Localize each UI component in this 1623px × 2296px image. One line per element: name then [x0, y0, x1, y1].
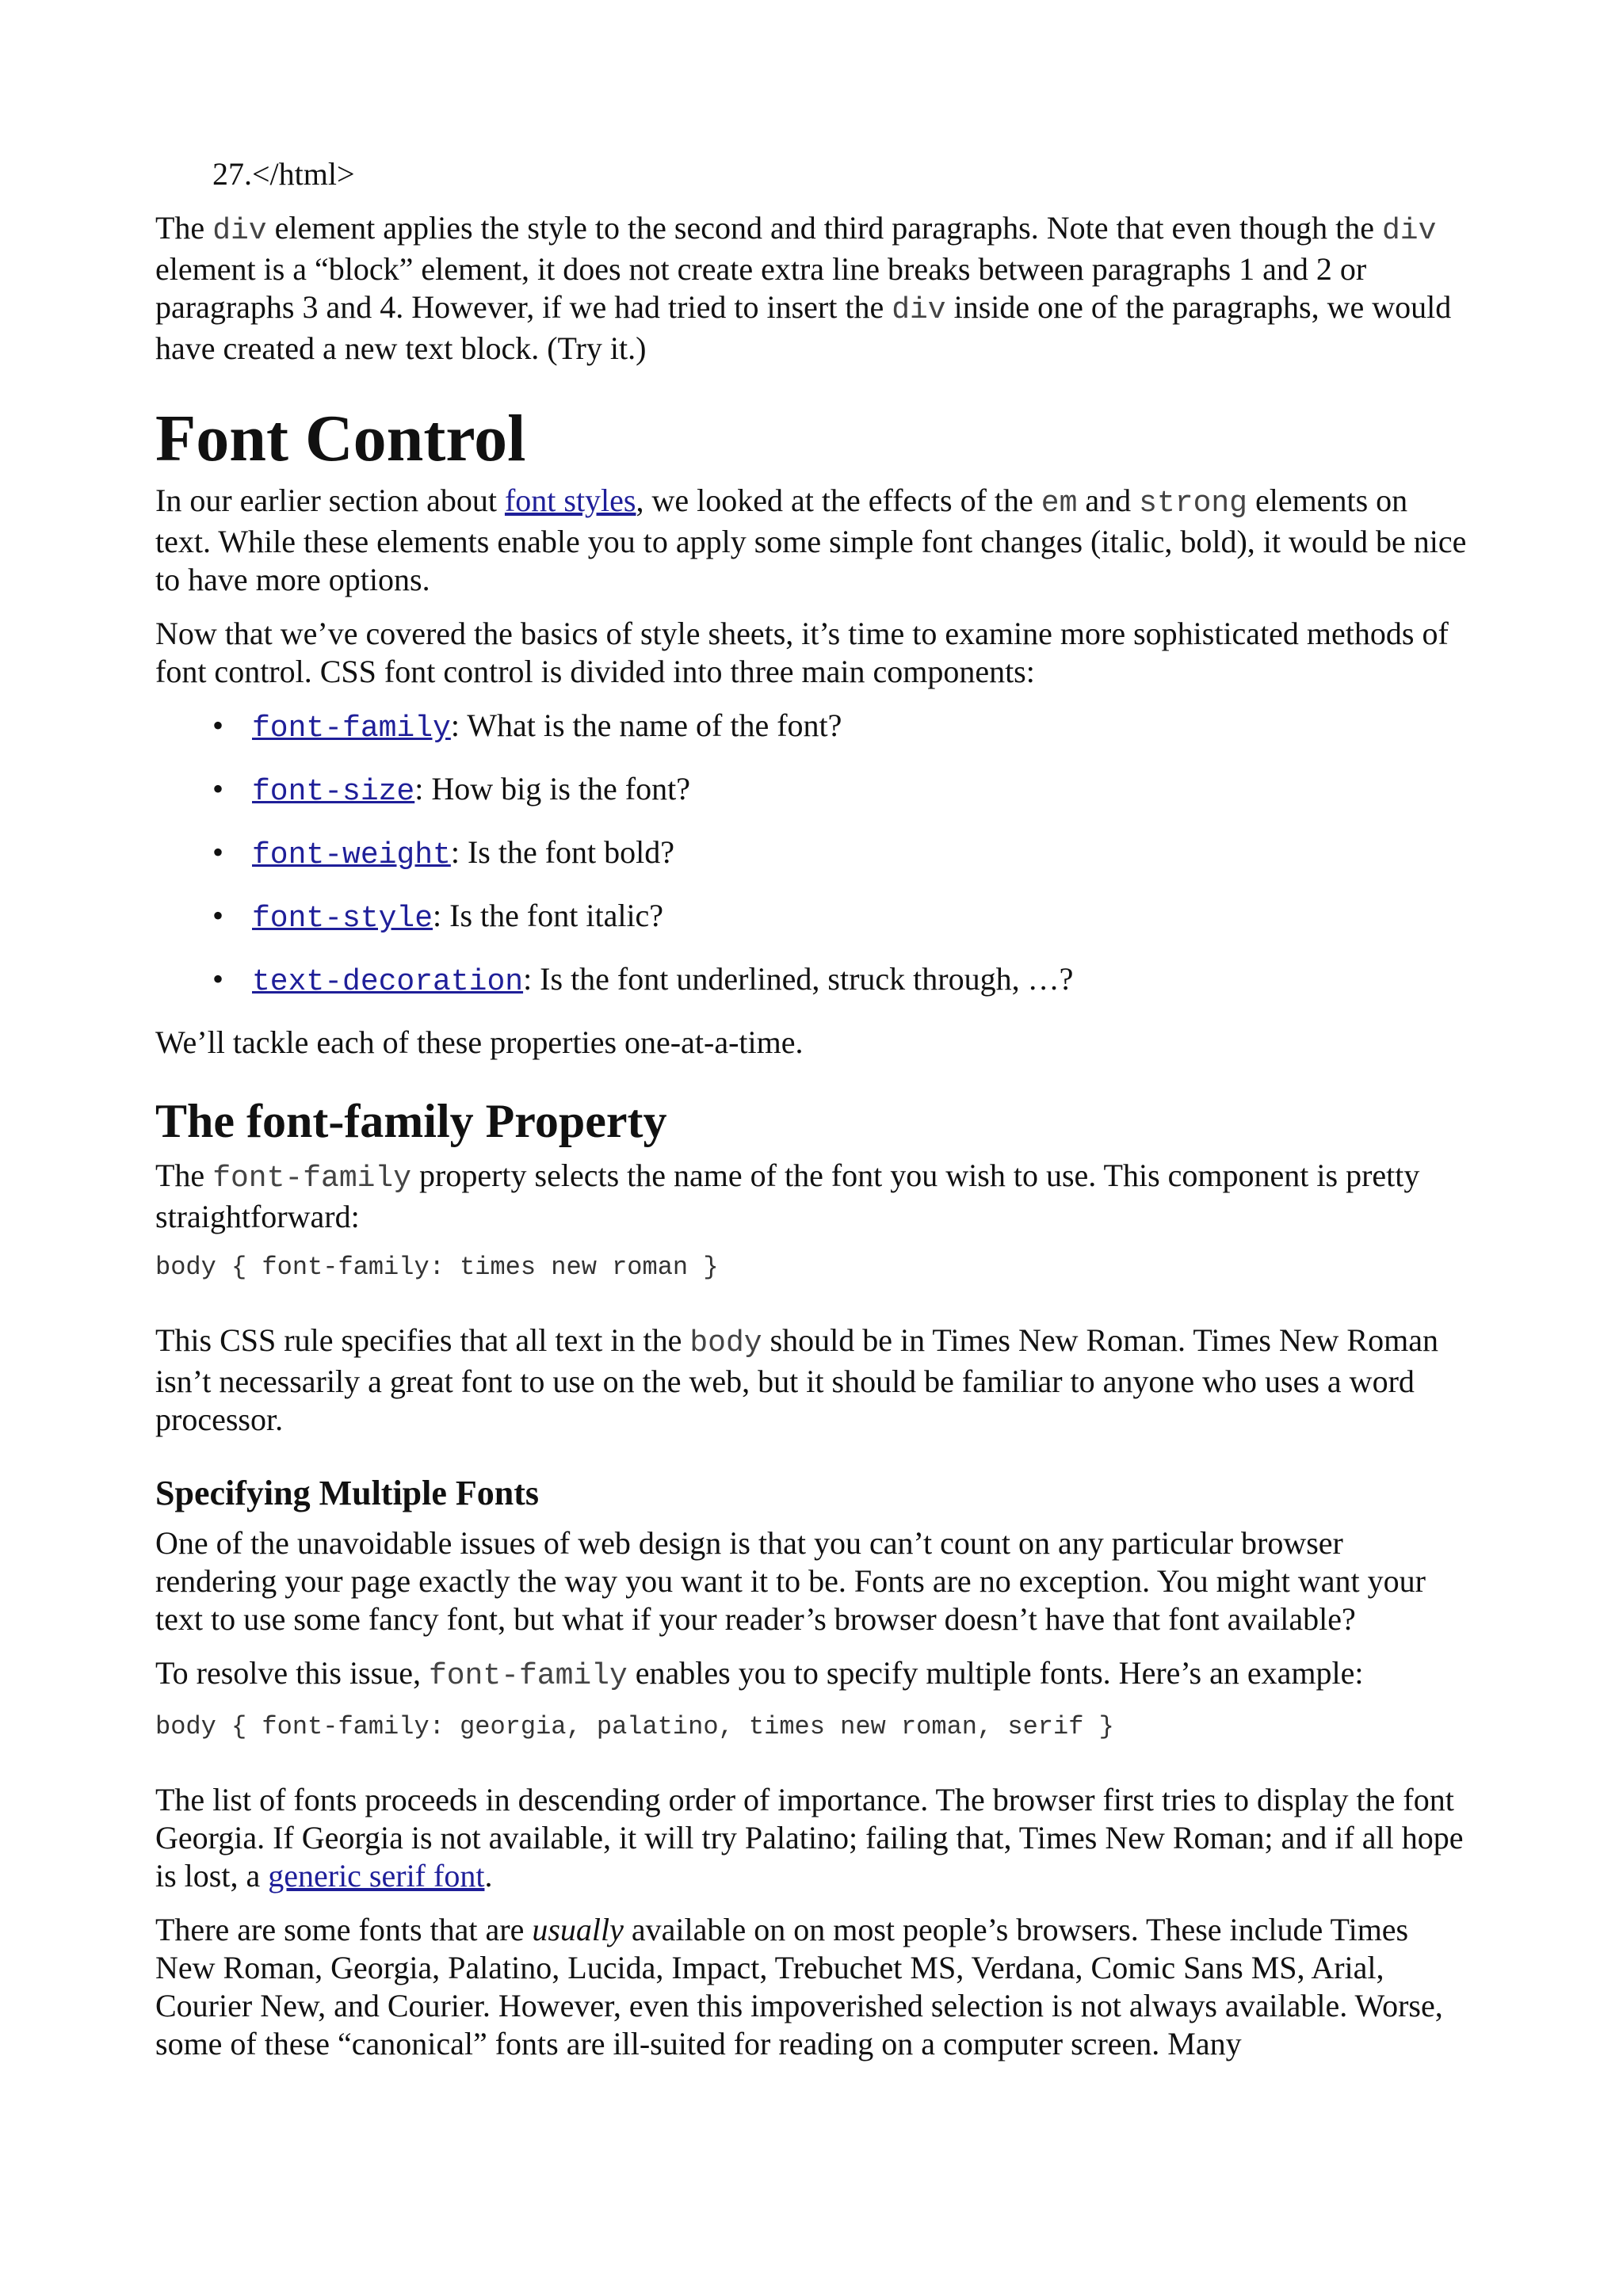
text-run: and: [1077, 482, 1140, 518]
text-run: The: [155, 210, 213, 246]
heading-specifying-multiple-fonts: Specifying Multiple Fonts: [155, 1474, 540, 1512]
link-font-styles[interactable]: font styles: [504, 482, 636, 518]
link-text-decoration[interactable]: text-decoration: [252, 965, 524, 999]
paragraph-common-fonts: [155, 1911, 1471, 2063]
inline-code-font-family: font-family: [428, 1659, 628, 1693]
paragraph-font-control-outro: We’ll tackle each of these properties one-at-a-time.: [155, 1024, 804, 1060]
text-run: There are some fonts that are: [155, 1912, 533, 1947]
text-run: The list of fonts proceeds in descending order of importance. The browser first tries to display the font Georgia. If Georgia is not available, it will try Palatino; failing that, Times New Roman; and if all hope is lost, a: [155, 1782, 1464, 1894]
code-example-times-new-roman: body { font-family: times new roman }: [155, 1253, 719, 1282]
paragraph-div-explanation: [155, 209, 1471, 368]
paragraph-font-family-intro: [155, 1157, 1471, 1236]
bullet-icon: •: [212, 961, 224, 997]
list-item-font-family: [155, 707, 1471, 748]
property-list: [155, 707, 1471, 1001]
bullet-icon: •: [212, 834, 224, 870]
list-item-text: : What is the name of the font?: [450, 707, 842, 743]
bullet-icon: •: [212, 707, 224, 743]
link-font-size[interactable]: font-size: [252, 775, 415, 809]
inline-code-body: body: [689, 1326, 762, 1360]
inline-code-strong: strong: [1139, 486, 1247, 521]
paragraph-font-control-components: Now that we’ve covered the basics of style sheets, it’s time to examine more sophisticated methods of font control. CSS font control is divided into three main components:: [155, 616, 1449, 689]
text-run: This CSS rule specifies that all text in the: [155, 1322, 690, 1358]
text-run: enables you to specify multiple fonts. Here’s an example:: [627, 1655, 1364, 1691]
list-item-text: : Is the font italic?: [433, 898, 664, 933]
text-run: , we looked at the effects of the: [636, 482, 1041, 518]
link-font-style[interactable]: font-style: [252, 902, 433, 936]
emphasis-usually: usually: [532, 1912, 624, 1947]
text-run: should be in Times New Roman. Times New Roman isn’t necessarily a great font to use on the web, but it should be familiar to anyone who uses a word processor.: [155, 1322, 1438, 1437]
document-page: [155, 155, 1471, 2079]
text-run: To resolve this issue,: [155, 1655, 429, 1691]
inline-code-div: div: [892, 293, 946, 327]
text-run: In our earlier section about: [155, 482, 505, 518]
paragraph-font-family-explanation: [155, 1322, 1471, 1439]
inline-code-font-family: font-family: [212, 1161, 412, 1196]
code-line-27: 27.</html>: [212, 156, 355, 192]
text-run: .: [484, 1858, 493, 1894]
paragraph-font-list-order: [155, 1781, 1471, 1895]
text-run: available on on most people’s browsers. These include Times New Roman, Georgia, Palatino, Lucida, Impact, Trebuchet MS, Verdana, Comic Sans MS, Arial, Courier New, and Courier. However, even this impoverished selection is not always available. Worse, some of these “canonical” fonts are ill-suited for reading on a computer screen. Many: [155, 1912, 1443, 2061]
text-run: property selects the name of the font you wish to use. This component is pretty straightforward:: [155, 1158, 1420, 1234]
heading-font-family-property: The font-family Property: [155, 1095, 667, 1147]
inline-code-div: div: [1381, 214, 1437, 248]
text-run: element is a “block” element, it does not create extra line breaks between paragraphs 1 and 2 or paragraphs 3 and 4. However, if we had tried to insert the: [155, 251, 1367, 325]
bullet-icon: •: [212, 771, 224, 807]
text-run: inside one of the paragraphs, we would have created a new text block. (Try it.): [155, 289, 1452, 366]
paragraph-resolve-issue: [155, 1654, 1471, 1695]
paragraph-unavoidable-issues: One of the unavoidable issues of web design is that you can’t count on any particular browser rendering your page exactly the way you want it to be. Fonts are no exception. You might want your text to use some fancy font, but what if your reader’s browser doesn’t have that font available?: [155, 1525, 1426, 1637]
list-item-text-decoration: [155, 960, 1471, 1001]
list-item-text: : Is the font underlined, struck through, …?: [523, 961, 1074, 997]
list-item-font-weight: [155, 833, 1471, 875]
list-item-text: : Is the font bold?: [450, 834, 675, 870]
list-item-font-style: [155, 897, 1471, 938]
link-font-family[interactable]: font-family: [252, 711, 451, 746]
text-run: elements on text. While these elements enable you to apply some simple font changes (italic, bold), it would be nice to have more options.: [155, 482, 1467, 597]
bullet-icon: •: [212, 898, 224, 933]
inline-code-em: em: [1041, 486, 1078, 521]
inline-code-div: div: [212, 214, 267, 248]
paragraph-font-control-intro: [155, 482, 1471, 599]
heading-font-control: Font Control: [155, 402, 526, 475]
list-item-font-size: [155, 770, 1471, 811]
text-run: element applies the style to the second and third paragraphs. Note that even though the: [266, 210, 1382, 246]
code-example-multiple-fonts: body { font-family: georgia, palatino, times new roman, serif }: [155, 1712, 1114, 1741]
list-item-text: : How big is the font?: [414, 771, 690, 807]
link-generic-serif-font[interactable]: generic serif font: [268, 1858, 485, 1894]
text-run: The: [155, 1158, 213, 1193]
link-font-weight[interactable]: font-weight: [252, 838, 451, 872]
